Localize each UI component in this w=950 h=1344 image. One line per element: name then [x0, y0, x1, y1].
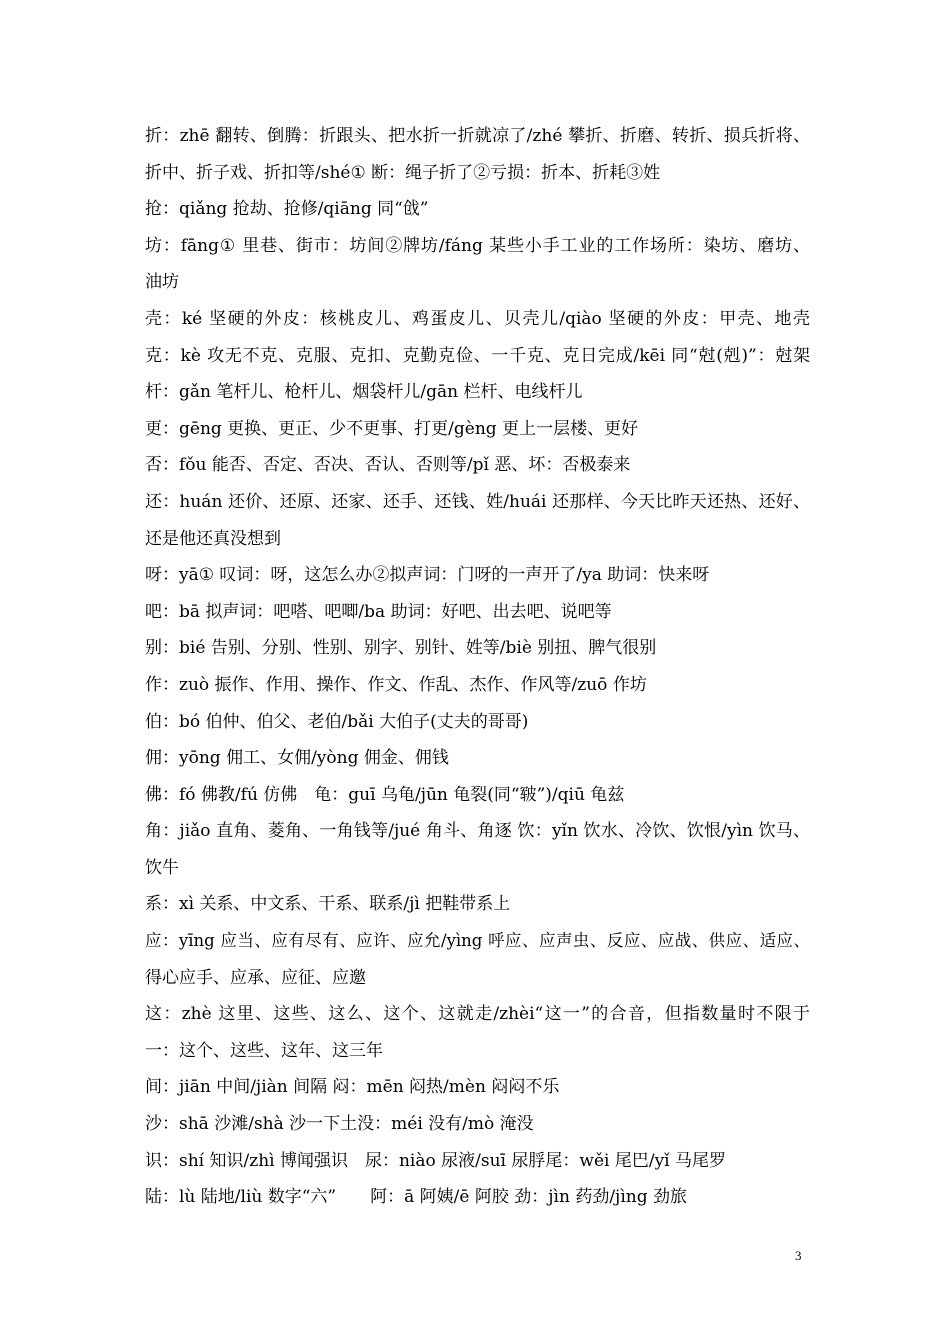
text-line: 得心应手、应承、应征、应邀 — [145, 967, 366, 988]
text-line: 油坊 — [145, 272, 179, 293]
text-line: 折中、折子戏、折扣等/shé① 断：绳子折了②亏损：折本、折耗③姓 — [145, 162, 661, 183]
text-line: 还是他还真没想到 — [145, 528, 281, 549]
text-line: 否：fǒu 能否、否定、否决、否认、否则等/pǐ 恶、坏：否极泰来 — [145, 455, 631, 476]
text-line: 沙：shā 沙滩/shà 沙一下土没：méi 没有/mò 淹没 — [145, 1114, 534, 1135]
text-line: 更：gēng 更换、更正、少不更事、打更/gèng 更上一层楼、更好 — [145, 418, 639, 439]
text-line: 识：shí 知识/zhì 博闻强识 尿：niào 尿液/suī 尿脬尾：wěi 尾巴/yǐ 马尾罗 — [145, 1150, 727, 1171]
page-number: 3 — [795, 1248, 802, 1263]
text-line: 间：jiān 中间/jiàn 间隔 闷：mēn 闷热/mèn 闷闷不乐 — [145, 1077, 560, 1098]
text-line: 呀：yā① 叹词：呀，这怎么办②拟声词：门呀的一声开了/ya 助词：快来呀 — [145, 565, 710, 586]
text-line: 坊：fāng① 里巷、街市：坊间②牌坊/fáng 某些小手工业的工作场所：染坊、磨坊、 — [145, 235, 810, 256]
text-line: 角：jiǎo 直角、菱角、一角钱等/jué 角斗、角逐 饮：yǐn 饮水、冷饮、饮恨/yìn 饮马、 — [145, 821, 810, 842]
text-line: 饮牛 — [145, 857, 179, 878]
text-line: 杆：gǎn 笔杆儿、枪杆儿、烟袋杆儿/gān 栏杆、电线杆儿 — [145, 382, 583, 403]
text-line: 陆：lù 陆地/liù 数字“六” 阿：ā 阿姨/ē 阿胶 劲：jìn 药劲/jìng 劲旅 — [145, 1187, 687, 1208]
text-line: 作：zuò 振作、作用、操作、作文、作乱、杰作、作风等/zuō 作坊 — [145, 674, 647, 695]
text-line: 壳：ké 坚硬的外皮：核桃皮儿、鸡蛋皮儿、贝壳儿/qiào 坚硬的外皮：甲壳、地壳 — [145, 308, 810, 329]
text-line: 伯：bó 伯仲、伯父、老伯/bǎi 大伯子(丈夫的哥哥) — [145, 711, 529, 732]
text-line: 抢：qiǎng 抢劫、抢修/qiāng 同“戗” — [145, 199, 429, 220]
text-line: 佛：fó 佛教/fú 仿佛 龟：guī 乌龟/jūn 龟裂(同“皲”)/qiū 龟兹 — [145, 784, 625, 805]
text-line: 折：zhē 翻转、倒腾：折跟头、把水折一折就凉了/zhé 攀折、折磨、转折、损兵折将、 — [145, 126, 810, 146]
text-line: 克：kè 攻无不克、克服、克扣、克勤克俭、一千克、克日完成/kēi 同“尅(剋)”：尅架 — [145, 345, 810, 366]
text-line: 还：huán 还价、还原、还家、还手、还钱、姓/huái 还那样、今天比昨天还热、还好、 — [145, 491, 810, 512]
text-line: 别：bié 告别、分别、性别、别字、别针、姓等/biè 别扭、脾气很别 — [145, 638, 657, 659]
text-line: 吧：bā 拟声词：吧嗒、吧唧/ba 助词：好吧、出去吧、说吧等 — [145, 601, 612, 622]
text-line: 佣：yōng 佣工、女佣/yòng 佣金、佣钱 — [145, 748, 449, 769]
text-line: 系：xì 关系、中文系、干系、联系/jì 把鞋带系上 — [145, 894, 511, 915]
text-line: 应：yīng 应当、应有尽有、应许、应允/yìng 呼应、应声虫、反应、应战、供应、适应、 — [145, 931, 810, 951]
text-line: 这：zhè 这里、这些、这么、这个、这就走/zhèi“这一”的合音，但指数量时不限于 — [145, 1004, 810, 1025]
text-line: 一：这个、这些、这年、这三年 — [145, 1040, 383, 1061]
document-body — [145, 118, 810, 1216]
